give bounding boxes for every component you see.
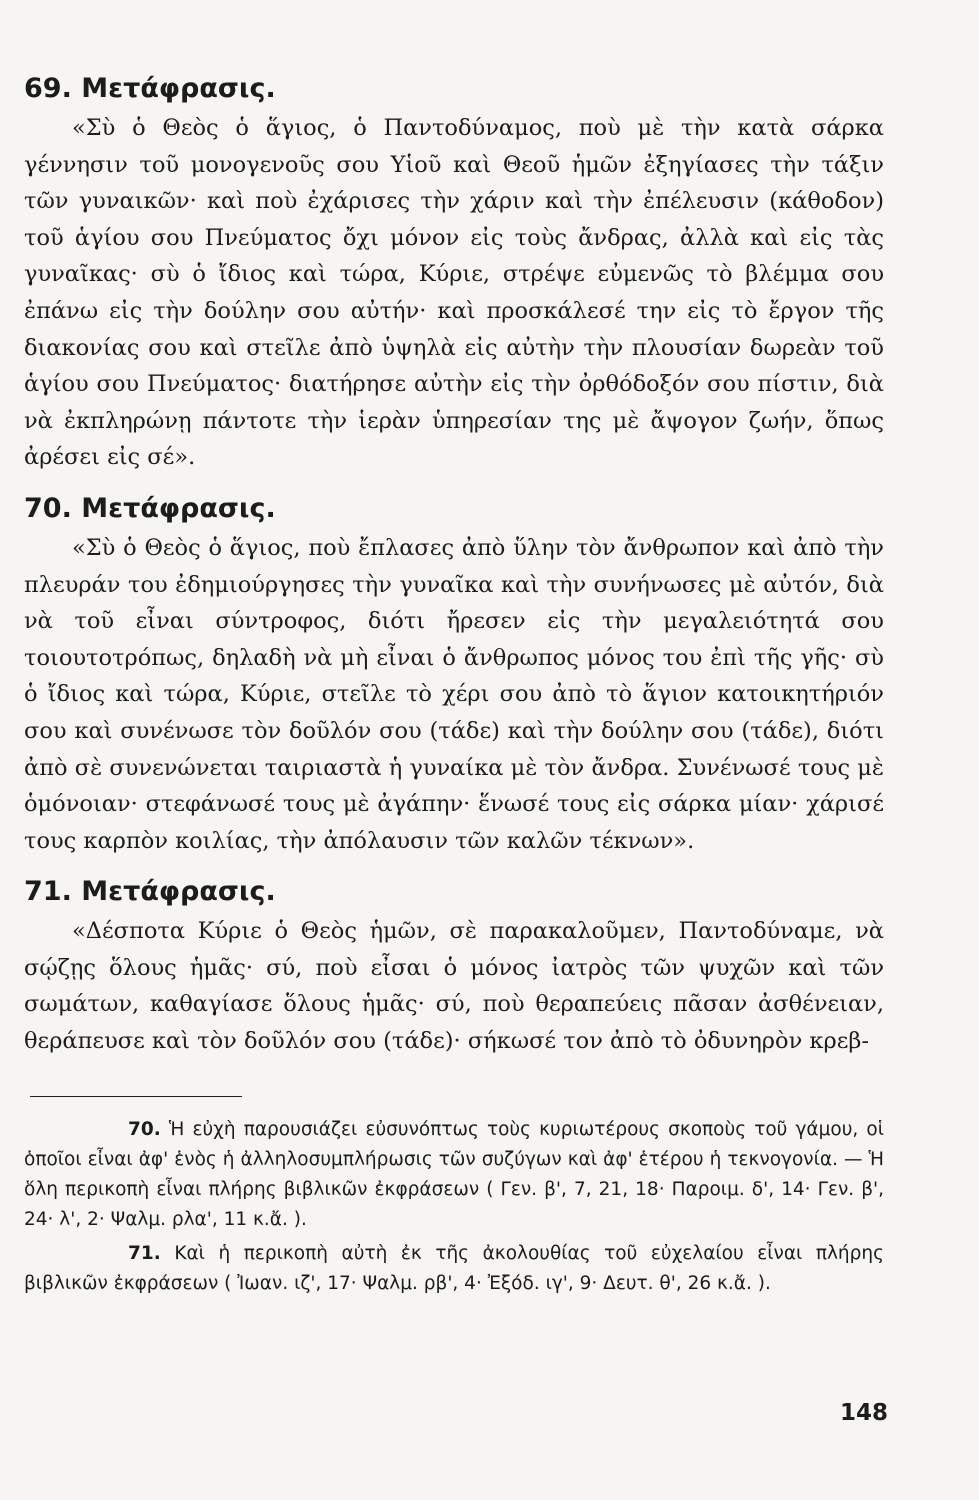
- footnote-71: [24, 1239, 884, 1299]
- section-69: [24, 70, 884, 476]
- footnote-divider: [30, 1096, 242, 1097]
- section-70: [24, 490, 884, 859]
- section-text: «Σὺ ὁ Θεὸς ὁ ἅγιος, ὁ Παντοδύναμος, ποὺ μὲ τὴν κατὰ σάρκα γέννησιν τοῦ μονογενοῦς σου Υἱοῦ καὶ Θεοῦ ἡμῶν ἐξηγίασες τὴν τάξιν τῶν γυναικῶν· καὶ ποὺ ἐχάρισες τὴν χάριν καὶ τὴν ἐπέλευσιν (κάθοδον) τοῦ ἁγίου σου Πνεύματος ὄχι μόνον εἰς τοὺς ἄνδρας, ἀλλὰ καὶ εἰς τὰς γυναῖκας· σὺ ὁ ἴδιος καὶ τώρα, Κύριε, στρέψε εὐμενῶς τὸ βλέμμα σου ἐπάνω εἰς τὴν δούλην σου αὐτήν· καὶ προσκάλεσέ την εἰς τὸ ἔργον τῆς διακονίας σου καὶ στεῖλε ἀπὸ ὑψηλὰ εἰς αὐτὴν τὴν πλουσίαν δωρεὰν τοῦ ἁγίου σου Πνεύματος· διατήρησε αὐτὴν εἰς τὴν ὀρθόδοξόν σου πίστιν, διὰ νὰ ἐκπληρώνῃ πάντοτε τὴν ἱερὰν ὑπηρεσίαν της μὲ ἄψογον ζωήν, ὅπως ἀρέσει εἰς σέ».: [24, 115, 884, 471]
- footnote-number: 70.: [128, 1118, 161, 1140]
- page-number: 148: [840, 1400, 889, 1426]
- section-heading: 71. Μετάφρασις.: [24, 876, 276, 908]
- footnote-text: Καὶ ἡ περικοπὴ αὐτὴ ἐκ τῆς ἀκολουθίας τοῦ εὐχελαίου εἶναι πλήρης βιβλικῶν ἐκφράσεων ( Ἰωαν. ιζ', 17· Ψαλμ. ρβ', 4· Ἐξόδ. ιγ', 9· Δευτ. θ', 26 κ.ἄ. ).: [24, 1242, 884, 1294]
- section-heading: 70. Μετάφρασις.: [24, 492, 276, 524]
- footnote-text: Ἡ εὐχὴ παρουσιάζει εὐσυνόπτως τοὺς κυριωτέρους σκοποὺς τοῦ γάμου, οἱ ὁποῖοι εἶναι ἀφ' ἑνὸς ἡ ἀλληλοσυμπλήρωσις τῶν συζύγων καὶ ἀφ' ἑτέρου ἡ τεκνογονία. — Ἡ ὅλη περικοπὴ εἶναι πλήρης βιβλικῶν ἐκφράσεων ( Γεν. β', 7, 21, 18· Παροιμ. δ', 14· Γεν. β', 24· λ', 2· Ψαλμ. ρλα', 11 κ.ἄ. ).: [24, 1118, 884, 1230]
- footnote-number: 71.: [128, 1242, 161, 1264]
- section-heading: 69. Μετάφρασις.: [24, 73, 276, 104]
- section-71: [24, 873, 884, 1059]
- page-content: [24, 70, 884, 1303]
- footnote-70: [24, 1115, 884, 1235]
- section-text: «Δέσποτα Κύριε ὁ Θεὸς ἡμῶν, σὲ παρακαλοῦμεν, Παντοδύναμε, νὰ σῴζῃς ὅλους ἡμᾶς· σύ, ποὺ εἶσαι ὁ μόνος ἰατρὸς τῶν ψυχῶν καὶ τῶν σωμάτων, καθαγίασε ὅλους ἡμᾶς· σύ, ποὺ θεραπεύεις πᾶσαν ἀσθένειαν, θεράπευσε καὶ τὸν δοῦλόν σου (τάδε)· σήκωσέ τον ἀπὸ τὸ ὀδυνηρὸν κρεβ-: [24, 918, 884, 1055]
- section-text: «Σὺ ὁ Θεὸς ὁ ἅγιος, ποὺ ἔπλασες ἀπὸ ὕλην τὸν ἄνθρωπον καὶ ἀπὸ τὴν πλευράν του ἐδημιούργησες τὴν γυναῖκα καὶ τὴν συνήνωσες μὲ αὐτόν, διὰ νὰ τοῦ εἶναι σύντροφος, διότι ἤρεσεν εἰς τὴν μεγαλειότητά σου τοιουτοτρόπως, δηλαδὴ νὰ μὴ εἶναι ὁ ἄνθρωπος μόνος του ἐπὶ τῆς γῆς· σὺ ὁ ἴδιος καὶ τώρα, Κύριε, στεῖλε τὸ χέρι σου ἀπὸ τὸ ἅγιον κατοικητήριόν σου καὶ συνένωσε τὸν δοῦλόν σου (τάδε) καὶ τὴν δούλην σου (τάδε), διότι ἀπὸ σὲ συνενώνεται ταιριαστὰ ἡ γυναίκα μὲ τὸν ἄνδρα. Συνένωσέ τους μὲ ὁμόνοιαν· στεφάνωσέ τους μὲ ἀγάπην· ἕνωσέ τους εἰς σάρκα μίαν· χάρισέ τους καρπὸν κοιλίας, τὴν ἀπόλαυσιν τῶν καλῶν τέκνων».: [24, 534, 884, 854]
